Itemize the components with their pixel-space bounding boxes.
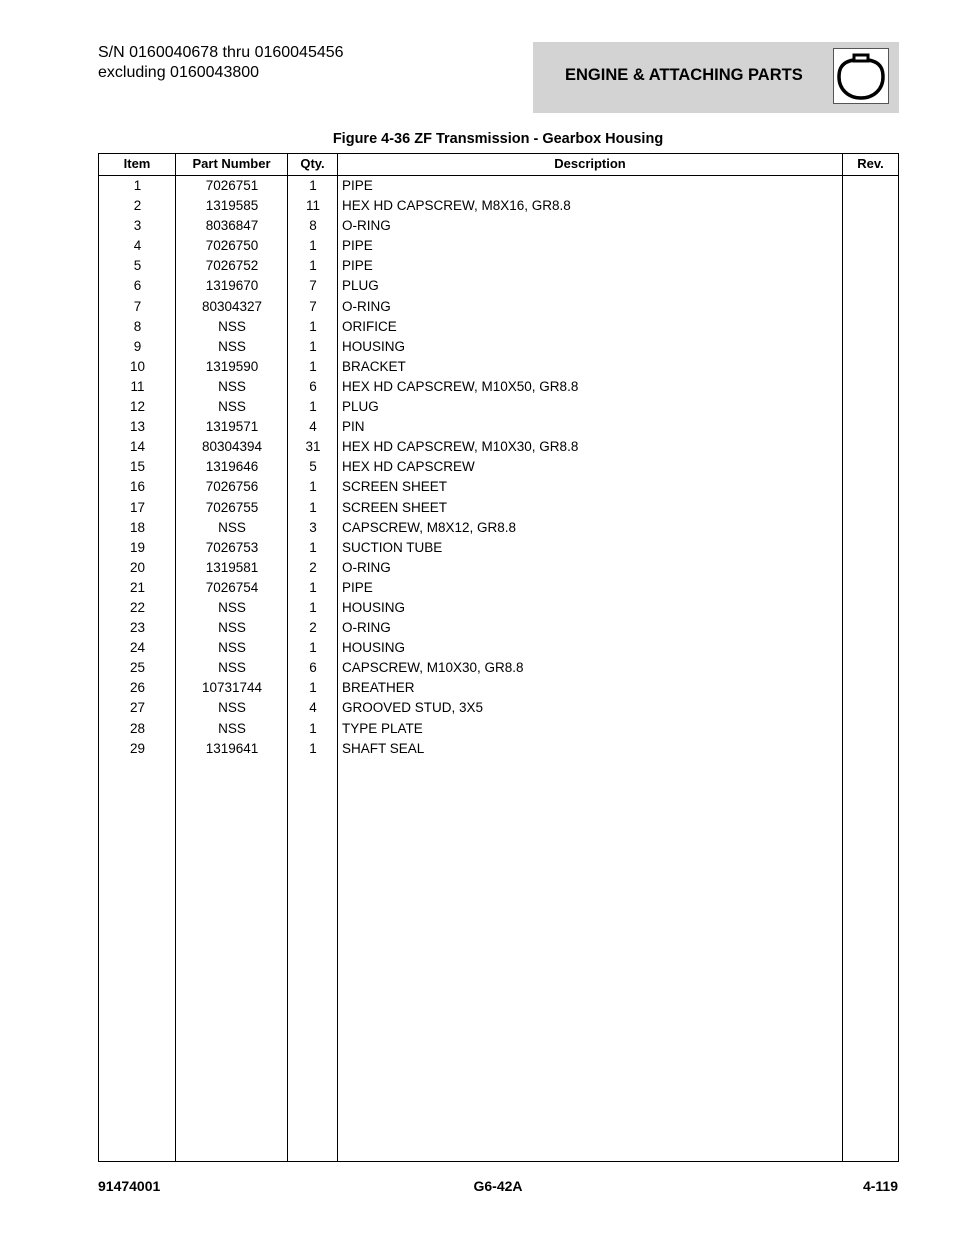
table-row — [99, 377, 898, 397]
item-cell: 24 — [129, 640, 146, 656]
qty-cell: 1 — [309, 640, 317, 656]
qty-cell: 3 — [309, 519, 317, 535]
table-row — [99, 337, 898, 357]
qty-cell: 1 — [309, 178, 317, 193]
description-cell: CAPSCREW, M10X30, GR8.8 — [342, 660, 524, 676]
description-cell: ORIFICE — [342, 318, 397, 334]
part-number-cell: NSS — [218, 318, 246, 334]
part-number-cell: 7026753 — [205, 539, 259, 555]
qty-cell: 1 — [309, 479, 317, 495]
description-cell: SUCTION TUBE — [342, 539, 443, 555]
qty-cell: 5 — [309, 459, 317, 475]
qty-cell: 1 — [309, 539, 317, 555]
part-number-cell: 7026756 — [205, 479, 259, 495]
table-row — [99, 276, 898, 296]
table-row — [99, 498, 898, 518]
table-row — [99, 618, 898, 638]
part-number-cell: 1319590 — [205, 358, 259, 374]
part-number-cell: NSS — [218, 700, 246, 716]
description-cell: O-RING — [342, 559, 391, 575]
qty-cell: 7 — [309, 298, 317, 314]
part-number-cell: 7026755 — [205, 499, 259, 515]
qty-cell: 4 — [309, 419, 317, 435]
description-cell: SHAFT SEAL — [342, 740, 425, 756]
table-body — [99, 176, 898, 759]
qty-cell: 1 — [309, 258, 317, 274]
description-cell: SCREEN SHEET — [342, 499, 448, 515]
item-cell: 7 — [133, 298, 142, 314]
item-cell: 14 — [129, 439, 146, 455]
part-number-cell: NSS — [218, 640, 246, 656]
item-cell: 10 — [129, 358, 146, 374]
description-cell: HEX HD CAPSCREW, M10X50, GR8.8 — [342, 378, 579, 394]
item-cell: 16 — [129, 479, 146, 495]
qty-cell: 1 — [309, 238, 317, 254]
part-number-cell: 8036847 — [205, 218, 259, 234]
description-cell: HOUSING — [342, 599, 406, 615]
table-row — [99, 538, 898, 558]
table-row — [99, 357, 898, 377]
item-cell: 15 — [129, 459, 146, 475]
description-cell: BRACKET — [342, 358, 406, 374]
part-number-cell: 1319670 — [205, 278, 259, 294]
part-number-cell: 1319641 — [205, 740, 259, 756]
part-number-cell: NSS — [218, 338, 246, 354]
column-header-item: Item — [123, 156, 151, 171]
item-cell: 20 — [129, 559, 146, 575]
table-row — [99, 739, 898, 759]
part-number-cell: NSS — [218, 519, 246, 535]
footer-document-number: 91474001 — [98, 1178, 161, 1194]
description-cell: GROOVED STUD, 3X5 — [342, 700, 484, 716]
description-cell: SCREEN SHEET — [342, 479, 448, 495]
description-cell: TYPE PLATE — [342, 720, 423, 736]
serial-number-range — [98, 43, 344, 83]
qty-cell: 1 — [309, 720, 317, 736]
description-cell: HOUSING — [342, 640, 406, 656]
table-row — [99, 317, 898, 337]
item-cell: 29 — [129, 740, 146, 756]
description-cell: HOUSING — [342, 338, 406, 354]
table-row — [99, 578, 898, 598]
table-row — [99, 397, 898, 417]
item-cell: 26 — [129, 680, 146, 696]
table-row — [99, 297, 898, 317]
qty-cell: 1 — [309, 499, 317, 515]
qty-cell: 6 — [309, 660, 317, 676]
column-header-part-number: Part Number — [192, 156, 271, 171]
qty-cell: 31 — [305, 439, 321, 455]
qty-cell: 6 — [309, 378, 317, 394]
part-number-cell: 7026750 — [205, 238, 259, 254]
description-cell: PIPE — [342, 258, 373, 274]
part-number-cell: 80304327 — [201, 298, 263, 314]
item-cell: 12 — [129, 399, 146, 415]
table-row — [99, 658, 898, 678]
qty-cell: 11 — [305, 198, 320, 214]
part-number-cell: 7026751 — [205, 178, 259, 193]
description-cell: O-RING — [342, 298, 391, 314]
table-row — [99, 176, 898, 196]
item-cell: 5 — [133, 258, 142, 274]
qty-cell: 1 — [309, 358, 317, 374]
table-row — [99, 236, 898, 256]
qty-cell: 1 — [309, 740, 317, 756]
footer-model: G6-42A — [473, 1178, 523, 1194]
item-cell: 23 — [129, 620, 146, 636]
table-row — [99, 598, 898, 618]
item-cell: 19 — [129, 539, 146, 555]
parts-table — [98, 153, 899, 1162]
item-cell: 13 — [129, 419, 146, 435]
item-cell: 1 — [133, 178, 142, 193]
part-number-cell: 80304394 — [201, 439, 263, 455]
item-cell: 27 — [129, 700, 146, 716]
table-row — [99, 558, 898, 578]
item-cell: 22 — [129, 599, 146, 615]
table-row — [99, 518, 898, 538]
qty-cell: 7 — [309, 278, 317, 294]
figure-title: Figure 4-36 ZF Transmission - Gearbox Housing — [332, 131, 664, 147]
description-cell: HEX HD CAPSCREW — [342, 459, 475, 475]
description-cell: BREATHER — [342, 680, 415, 696]
part-number-cell: NSS — [218, 599, 246, 615]
item-cell: 4 — [133, 238, 142, 254]
qty-cell: 1 — [309, 399, 317, 415]
part-number-cell: 10731744 — [201, 680, 263, 696]
part-number-cell: NSS — [218, 720, 246, 736]
footer-page-number: 4-119 — [862, 1178, 898, 1194]
engine-icon — [833, 48, 889, 104]
item-cell: 8 — [133, 318, 142, 334]
description-cell: CAPSCREW, M8X12, GR8.8 — [342, 519, 517, 535]
item-cell: 17 — [129, 499, 146, 515]
description-cell: PIPE — [342, 579, 373, 595]
section-header — [533, 42, 899, 113]
part-number-cell: NSS — [218, 660, 246, 676]
qty-cell: 1 — [309, 579, 317, 595]
part-number-cell: 1319646 — [205, 459, 259, 475]
table-row — [99, 256, 898, 276]
table-row — [99, 417, 898, 437]
item-cell: 28 — [129, 720, 146, 736]
qty-cell: 4 — [309, 700, 317, 716]
description-cell: HEX HD CAPSCREW, M8X16, GR8.8 — [342, 198, 571, 214]
table-row — [99, 457, 898, 477]
item-cell: 21 — [129, 579, 146, 595]
item-cell: 6 — [133, 278, 142, 294]
part-number-cell: 1319581 — [205, 559, 259, 575]
description-cell: O-RING — [342, 218, 391, 234]
part-number-cell: 7026752 — [205, 258, 259, 274]
section-title: ENGINE & ATTACHING PARTS — [565, 66, 803, 84]
table-row — [99, 437, 898, 457]
part-number-cell: 1319571 — [205, 419, 259, 435]
item-cell: 9 — [133, 338, 142, 354]
table-row — [99, 719, 898, 739]
qty-cell: 1 — [309, 680, 317, 696]
table-row — [99, 678, 898, 698]
part-number-cell: 7026754 — [205, 579, 259, 595]
part-number-cell: NSS — [218, 399, 246, 415]
serial-line-1: S/N 0160040678 thru 0160045456 — [98, 44, 344, 61]
item-cell: 3 — [133, 218, 142, 234]
part-number-cell: NSS — [218, 620, 246, 636]
part-number-cell: NSS — [218, 378, 246, 394]
description-cell: PLUG — [342, 399, 379, 415]
column-header-rev: Rev. — [857, 156, 884, 171]
qty-cell: 1 — [309, 338, 317, 354]
table-row — [99, 216, 898, 236]
table-row — [99, 698, 898, 718]
description-cell: PIPE — [342, 238, 373, 254]
table-row — [99, 196, 898, 216]
table-row — [99, 638, 898, 658]
item-cell: 25 — [129, 660, 146, 676]
item-cell: 18 — [129, 519, 146, 535]
part-number-cell: 1319585 — [205, 198, 259, 214]
table-row — [99, 477, 898, 497]
description-cell: PIN — [342, 419, 365, 435]
item-cell: 11 — [130, 378, 145, 394]
description-cell: O-RING — [342, 620, 391, 636]
item-cell: 2 — [133, 198, 142, 214]
qty-cell: 2 — [309, 620, 317, 636]
qty-cell: 2 — [309, 559, 317, 575]
description-cell: PIPE — [342, 178, 373, 193]
column-header-qty: Qty. — [300, 156, 325, 171]
description-cell: HEX HD CAPSCREW, M10X30, GR8.8 — [342, 439, 579, 455]
qty-cell: 1 — [309, 318, 317, 334]
description-cell: PLUG — [342, 278, 379, 294]
column-header-description: Description — [554, 156, 626, 171]
qty-cell: 8 — [309, 218, 317, 234]
serial-line-2: excluding 0160043800 — [98, 64, 260, 81]
qty-cell: 1 — [309, 599, 317, 615]
